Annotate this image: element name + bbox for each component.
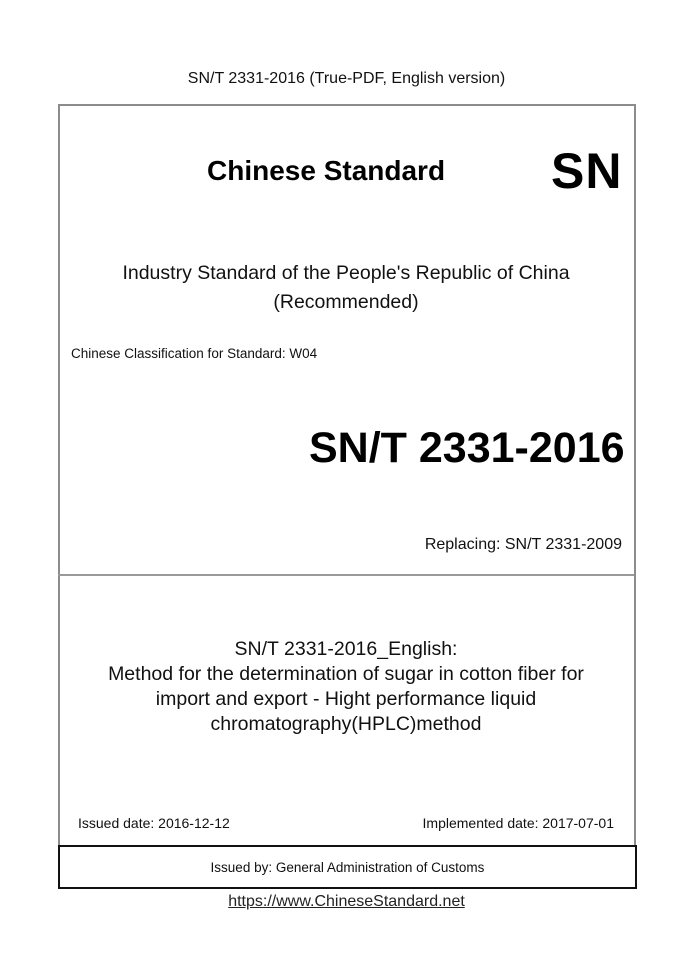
document-title-line-1: SN/T 2331-2016_English: <box>234 638 458 660</box>
classification-text: Chinese Classification for Standard: W04 <box>71 346 318 361</box>
document-title-line-2: Method for the determination of sugar in cotton fiber for <box>108 663 584 685</box>
document-title-line-4: chromatography(HPLC)method <box>210 713 482 735</box>
document-title <box>58 637 634 737</box>
industry-standard-text <box>58 259 634 317</box>
brand-title: Chinese Standard <box>207 155 446 186</box>
website-link[interactable]: https://www.ChineseStandard.net <box>228 893 465 910</box>
issuer-box <box>58 845 637 889</box>
standard-number: SN/T 2331-2016 <box>309 424 625 472</box>
issuer-text: Issued by: General Administration of Customs <box>210 859 485 875</box>
document-title-line-3: import and export - Hight performance liquid <box>155 688 537 710</box>
document-header-title: SN/T 2331-2016 (True-PDF, English version) <box>187 70 506 87</box>
issued-date: Issued date: 2016-12-12 <box>78 815 230 831</box>
industry-line-1: Industry Standard of the People's Republic of China <box>122 262 570 284</box>
replacing-text: Replacing: SN/T 2331-2009 <box>424 536 622 553</box>
industry-line-2: (Recommended) <box>273 291 419 313</box>
section-divider <box>58 574 634 576</box>
standard-mark: SN <box>551 143 623 199</box>
implemented-date: Implemented date: 2017-07-01 <box>422 815 614 831</box>
